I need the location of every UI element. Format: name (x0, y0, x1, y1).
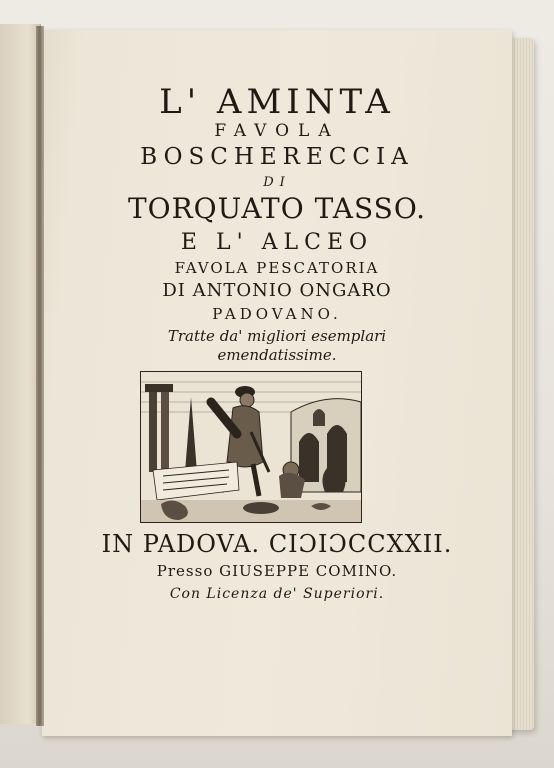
by-word: DI (263, 175, 291, 190)
subtitle-favola: FAVOLA (214, 121, 340, 141)
author-name: TORQUATO TASSO. (127, 192, 427, 225)
book-title: L' AMINTA (159, 82, 395, 122)
title-page (42, 30, 512, 736)
book-gutter (36, 26, 44, 726)
second-title: E L' ALCEO (180, 230, 374, 255)
printer-line: Presso GIUSEPPE COMINO. (156, 562, 398, 580)
engraved-vignette-icon (140, 371, 362, 523)
imprint-place-date: IN PADOVA. CIƆIƆCCXXII. (101, 530, 453, 558)
author-origin: PADOVANO. (212, 305, 342, 323)
left-page-leaf (0, 24, 41, 724)
second-author: DI ANTONIO ONGARO (162, 280, 392, 301)
edition-note-line1: Tratte da' migliori esemplari (167, 327, 387, 345)
subtitle-boschereccia: BOSCHERECCIA (140, 144, 414, 170)
license-line: Con Licenza de' Superiori. (169, 586, 385, 602)
edition-note-line2: emendatissime. (217, 346, 337, 364)
second-subtitle: FAVOLA PESCATORIA (174, 259, 380, 277)
